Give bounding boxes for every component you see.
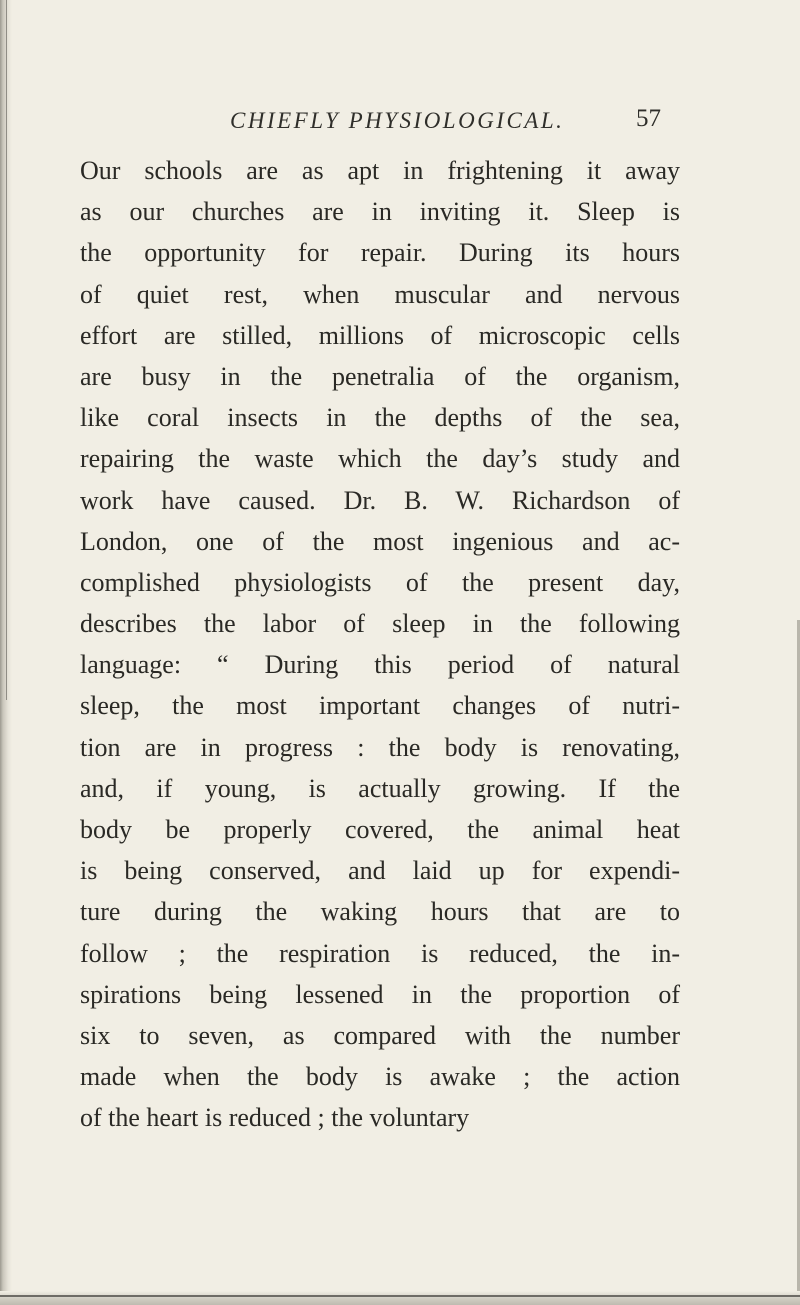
text-line: follow ; the respiration is reduced, the in-: [80, 938, 680, 968]
text-line: like coral insects in the depths of the sea,: [80, 403, 680, 433]
text-line: language: “ During this period of natural: [80, 650, 680, 680]
text-line: effort are stilled, millions of microscopic cells: [80, 320, 680, 350]
text-line: spirations being lessened in the proportion of: [80, 979, 680, 1009]
text-line: of quiet rest, when muscular and nervous: [80, 279, 680, 309]
text-line: sleep, the most important changes of nutri-: [80, 691, 680, 721]
text-line: of the heart is reduced ; the voluntary: [80, 1103, 470, 1133]
body-paragraph: [80, 150, 680, 1139]
page-number: 57: [636, 105, 661, 132]
page-bottom-rule: [0, 1295, 800, 1297]
text-line: are busy in the penetralia of the organism,: [80, 361, 680, 391]
text-line: ture during the waking hours that are to: [80, 897, 680, 927]
page-binding-edge: [6, 0, 7, 700]
text-line: Our schools are as apt in frightening it away: [80, 156, 680, 185]
text-line: made when the body is awake ; the action: [80, 1062, 680, 1092]
text-line: as our churches are in inviting it. Sleep is: [80, 197, 680, 227]
text-line: six to seven, as compared with the number: [80, 1020, 680, 1050]
text-line: is being conserved, and laid up for expendi-: [80, 856, 680, 886]
text-line: tion are in progress : the body is renovating,: [80, 732, 680, 762]
page-bottom-edge: [0, 1291, 800, 1305]
text-line: and, if young, is actually growing. If the: [80, 773, 680, 803]
text-line: describes the labor of sleep in the following: [80, 609, 680, 639]
running-head: CHIEFLY PHYSIOLOGICAL.: [230, 108, 565, 133]
text-line: complished physiologists of the present day,: [80, 567, 680, 597]
text-line: London, one of the most ingenious and ac-: [80, 526, 680, 556]
text-line: work have caused. Dr. B. W. Richardson of: [80, 485, 680, 515]
text-line: body be properly covered, the animal heat: [80, 815, 680, 844]
text-line: the opportunity for repair. During its hours: [80, 238, 680, 268]
text-line: repairing the waste which the day’s study and: [80, 444, 680, 474]
